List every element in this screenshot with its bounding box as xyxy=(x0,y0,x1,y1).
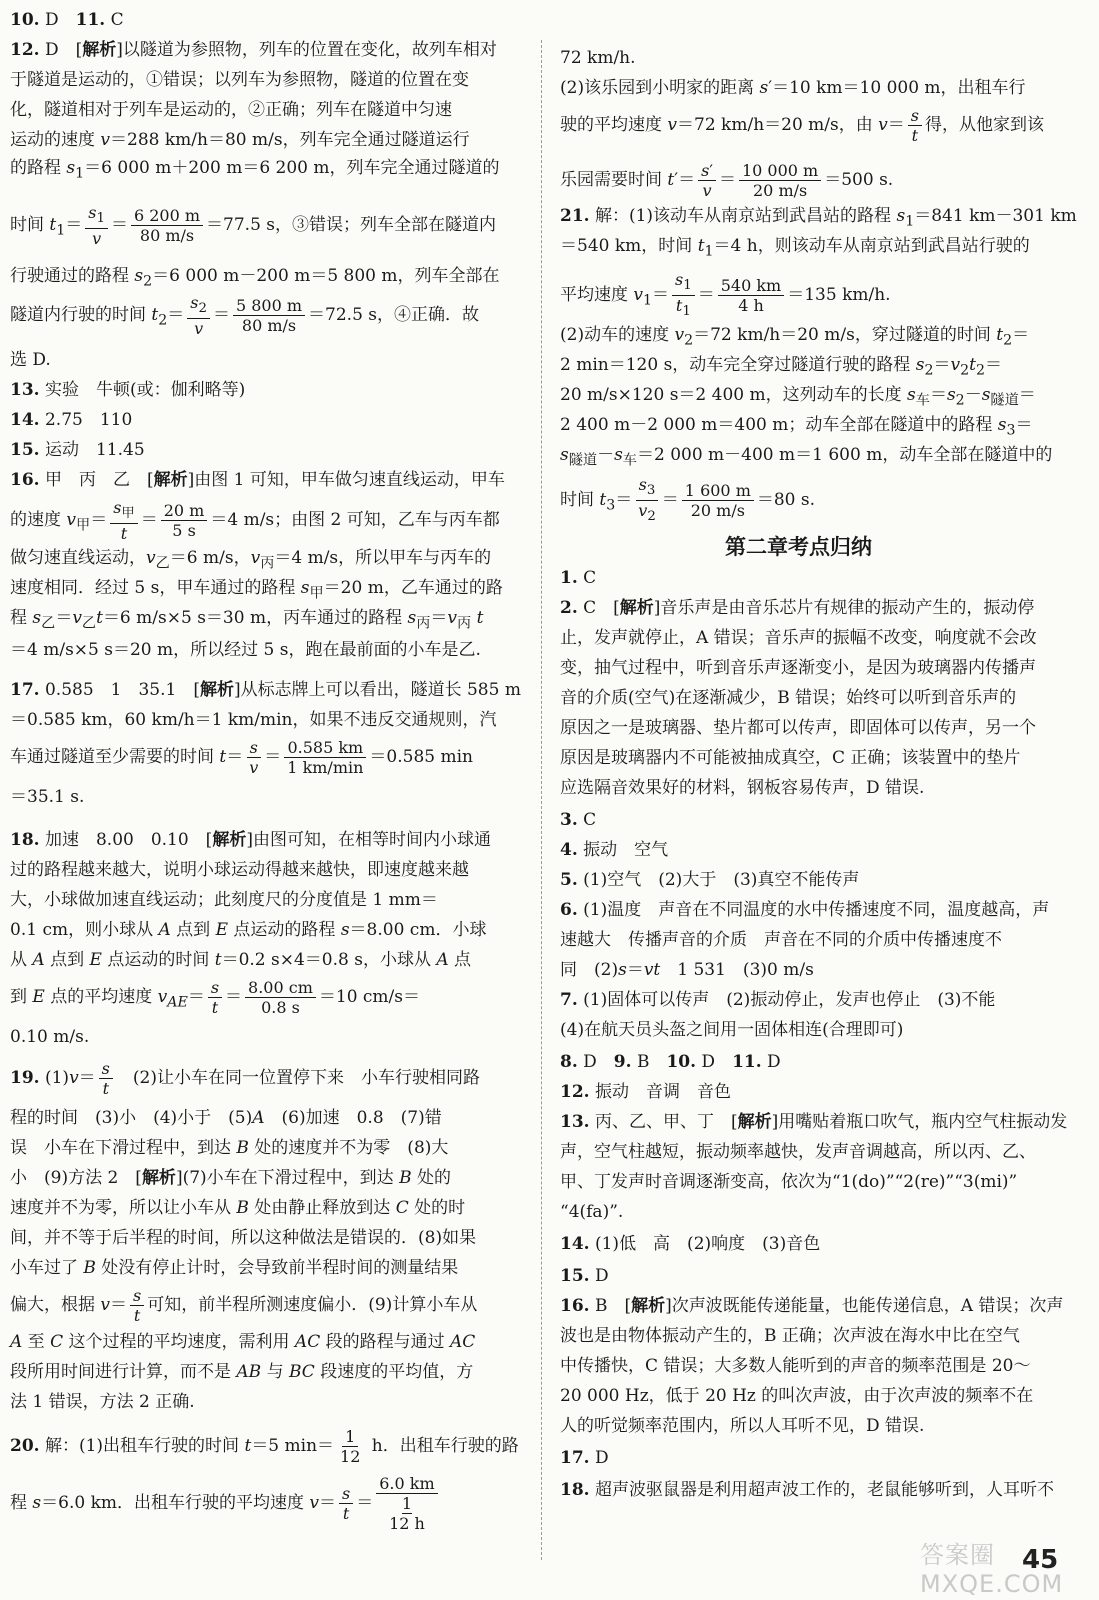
left-text-line: 17. 0.585 1 35.1 [解析]从标志牌上可以看出，隧道长 585 m xyxy=(10,680,521,700)
right-text-line: 14. (1)低 高 (2)响度 (3)音色 xyxy=(560,1234,821,1254)
left-text-line: 13. 实验 牛顿(或：伽利略等) xyxy=(10,380,246,400)
left-text-line: 的路程 $s_1=6$ 000 m＋200 m＝6 200 m，列车完全通过隧道的 xyxy=(10,157,500,181)
right-text-line: 2 min＝120 s，动车完全穿过隧道行驶的路程 $s_2=v_2t_2=$ xyxy=(560,354,1002,378)
right-text-line: 17. D xyxy=(560,1448,609,1468)
chapter-title: 第二章考点归纳 xyxy=(725,535,872,559)
left-text-line: 12. D [解析]以隧道为参照物，列车的位置在变化，故列车相对 xyxy=(10,40,497,60)
right-text-line: 5. (1)空气 (2)大于 (3)真空不能传声 xyxy=(560,870,860,890)
left-text-line: 运动的速度 v＝288 km/h＝80 m/s，列车完全通过隧道运行 xyxy=(10,130,470,150)
left-text-line: 程 s＝6.0 km．出租车行驶的平均速度 v＝ $\frac{s}{t}$ ＝ 6.0 km 1 12 h xyxy=(10,1474,441,1533)
right-text-line: 72 km/h. xyxy=(560,48,636,68)
left-text-line: ＝35.1 s. xyxy=(10,787,85,807)
left-text-line: 0.10 m/s. xyxy=(10,1027,90,1047)
column-divider xyxy=(541,40,542,1560)
right-text-line: “4(fa)”. xyxy=(560,1202,624,1222)
left-text-line: 段所用时间进行计算，而不是 AB 与 BC 段速度的平均值，方 xyxy=(10,1362,474,1382)
right-text-line: 2 400 m－2 000 m＝400 m；动车全部在隧道中的路程 $s_3=$ xyxy=(560,414,1033,438)
left-text-line: 小车过了 B 处没有停止计时，会导致前半程时间的测量结果 xyxy=(10,1258,459,1278)
left-text-line: 间，并不等于后半程的时间，所以这种做法是错误的．(8)如果 xyxy=(10,1228,477,1248)
right-text-line: 平均速度 $v_1=$ $\frac{s_1}{t_1}$ ＝ $\frac{540 km}{4 h}$ ＝135 km/h. xyxy=(560,269,891,319)
right-text-line: 7. (1)固体可以传声 (2)振动停止，发声也停止 (3)不能 xyxy=(560,990,996,1010)
right-text-line: 中传播快，C 错误；大多数人能听到的声音的频率范围是 20～ xyxy=(560,1356,1031,1376)
right-text-line: 8. D 9. B 10. D 11. D xyxy=(560,1052,781,1072)
right-text-line: 音的介质(空气)在逐渐减少，B 错误；始终可以听到音乐声的 xyxy=(560,688,1017,708)
left-text-line: 程的时间 (3)小 (4)小于 (5)A (6)加速 0.8 (7)错 xyxy=(10,1108,442,1128)
right-text-line: 止，发声就停止，A 错误；音乐声的振幅不改变，响度就不会改 xyxy=(560,628,1037,648)
left-text-line: ＝4 m/s×5 s＝20 m，所以经过 5 s，跑在最前面的小车是乙. xyxy=(10,640,481,660)
right-text-line: 变，抽气过程中，听到音乐声逐渐变小，是因为玻璃器内传播声 xyxy=(560,658,1036,678)
watermark: 答案圈 MXQE.COM xyxy=(920,1541,1064,1598)
left-text-line: 行驶通过的路程 $s_2=6$ 000 m－200 m＝5 800 m，列车全部在 xyxy=(10,265,500,289)
left-text-line: 15. 运动 11.45 xyxy=(10,440,145,460)
right-text-line: 3. C xyxy=(560,810,597,830)
right-text-line: 同 (2)s＝vt 1 531 (3)0 m/s xyxy=(560,960,814,980)
right-text-line: 4. 振动 空气 xyxy=(560,840,669,860)
left-text-line: 16. 甲 丙 乙 [解析]由图 1 可知，甲车做匀速直线运动，甲车 xyxy=(10,470,505,490)
right-text-line: (2)动车的速度 $v_2=72$ km/h＝20 m/s，穿过隧道的时间 $t_2=$ xyxy=(560,324,1030,348)
right-text-line: 声，空气柱越短，振动频率越快，发声音调越高，所以丙、乙、 xyxy=(560,1142,1036,1162)
right-text-line: 波也是由物体振动产生的，B 正确；次声波在海水中比在空气 xyxy=(560,1326,1020,1346)
left-text-line: 0.1 cm，则小球从 A 点到 E 点运动的路程 s＝8.00 cm．小球 xyxy=(10,920,487,940)
right-text-line: 1. C xyxy=(560,568,597,588)
left-text-line: 10. D 11. C xyxy=(10,10,124,30)
left-text-line: 18. 加速 8.00 0.10 [解析]由图可知，在相等时间内小球通 xyxy=(10,830,491,850)
left-text-line: 选 D. xyxy=(10,350,51,370)
right-text-line: 速越大 传播声音的介质 声音在不同的介质中传播速度不 xyxy=(560,930,1002,950)
left-text-line: 从 A 点到 E 点运动的时间 t＝0.2 s×4＝0.8 s，小球从 A 点 xyxy=(10,950,472,970)
right-text-line: 20 m/s×120 s＝2 400 m，这列动车的长度 $s_车=s_2-s_{隧道}=$ xyxy=(560,384,1036,408)
right-text-line: ＝540 km，时间 $t_1=4$ h，则该动车从南京站到武昌站行驶的 xyxy=(560,235,1030,259)
right-text-line: 2. C [解析]音乐声是由音乐芯片有规律的振动产生的，振动停 xyxy=(560,598,1035,618)
right-text-line: 20 000 Hz，低于 20 Hz 的叫次声波，由于次声波的频率不在 xyxy=(560,1386,1034,1406)
left-text-line: 速度相同．经过 5 s，甲车通过的路程 $s_甲=20$ m，乙车通过的路 xyxy=(10,577,503,601)
right-text-line: 驶的平均速度 v＝72 km/h＝20 m/s，由 v＝ $\frac{s}{t}$ 得，从他家到该 xyxy=(560,105,1044,145)
left-text-line: 速度并不为零，所以让小车从 B 处由静止释放到达 C 处的时 xyxy=(10,1198,466,1218)
right-text-line: 12. 振动 音调 音色 xyxy=(560,1082,731,1102)
right-text-line: 18. 超声波驱鼠器是利用超声波工作的，老鼠能够听到，人耳听不 xyxy=(560,1480,1054,1500)
left-text-line: 19. (1)v＝ $\frac{s}{t}$ (2)让小车在同一位置停下来 小车行驶相同路 xyxy=(10,1058,480,1098)
left-text-line: 隧道内行驶的时间 $t_2=$ $\frac{s_2}{v}$ ＝ $\frac{5 800 m}{80 m/s}$ ＝72.5 s，④正确．故 xyxy=(10,292,480,338)
left-text-line: 到 E 点的平均速度 $v_{AE}=$ $\frac{s}{t}$ ＝ $\frac{8.00 cm}{0.8 s}$ ＝10 cm/s＝ xyxy=(10,977,421,1017)
right-text-line: 6. (1)温度 声音在不同温度的水中传播速度不同，温度越高，声 xyxy=(560,900,1050,920)
left-text-line: 20. 解：(1)出租车行驶的时间 t＝5 min＝ $\frac{1}{12}$ h．出租车行驶的路 xyxy=(10,1426,519,1466)
right-text-line: (4)在航天员头盔之间用一固体相连(合理即可) xyxy=(560,1020,904,1040)
left-text-line: 于隧道是运动的，①错误；以列车为参照物，隧道的位置在变 xyxy=(10,70,469,90)
left-text-line: 误 小车在下滑过程中，到达 B 处的速度并不为零 (8)大 xyxy=(10,1138,449,1158)
right-text-line: 应选隔音效果好的材料，钢板容易传声，D 错误. xyxy=(560,778,925,798)
left-text-line: 程 $s_乙=v_乙t=6$ m/s×5 s＝30 m，丙车通过的路程 $s_丙=v_丙$ t xyxy=(10,607,484,631)
right-text-line: 21. 解：(1)该动车从南京站到武昌站的路程 $s_1=841$ km－301 km xyxy=(560,205,1077,229)
right-text-line: (2)该乐园到小明家的距离 s′＝10 km＝10 000 m，出租车行 xyxy=(560,78,1026,98)
right-text-line: 16. B [解析]次声波既能传递能量，也能传递信息，A 错误；次声 xyxy=(560,1296,1064,1316)
left-text-line: 化，隧道相对于列车是运动的，②正确；列车在隧道中匀速 xyxy=(10,100,452,120)
right-text-line: 甲、丁发声时音调逐渐变高，依次为“1(do)”“2(re)”“3(mi)” xyxy=(560,1172,1018,1192)
page-number: 45 xyxy=(1022,1545,1059,1575)
right-text-line: $s_{隧道}-s_车=2$ 000 m－400 m＝1 600 m，动车全部在隧道中的 xyxy=(560,444,1053,468)
left-text-line: 做匀速直线运动，$v_乙=6$ m/s，$v_丙=4$ m/s，所以甲车与丙车的 xyxy=(10,547,492,571)
left-text-line: A 至 C 这个过程的平均速度，需利用 AC 段的路程与通过 AC xyxy=(10,1332,476,1352)
left-text-line: 车通过隧道至少需要的时间 t＝ $\frac{s}{v}$ ＝ 0.585 km 1 km/min ＝0.585 min xyxy=(10,737,473,777)
left-text-line: 14. 2.75 110 xyxy=(10,410,133,430)
left-text-line: 小 (9)方法 2 [解析](7)小车在下滑过程中，到达 B 处的 xyxy=(10,1168,451,1188)
left-text-line: 偏大，根据 v＝ $\frac{s}{t}$ 可知，前半程所测速度偏小．(9)计算小车从 xyxy=(10,1285,478,1325)
left-text-line: 的速度 $v_甲=$ $s_甲$ t ＝ $\frac{20 m}{5 s}$ ＝4 m/s；由图 2 可知，乙车与丙车都 xyxy=(10,497,500,543)
right-text-line: 时间 $t_3=$ $\frac{s_3}{v_2}$ ＝ $\frac{1 600 m}{20 m/s}$ ＝80 s. xyxy=(560,474,816,524)
right-text-line: 人的听觉频率范围内，所以人耳听不见，D 错误. xyxy=(560,1416,925,1436)
right-text-line: 乐园需要时间 t′＝ $\frac{s'}{v}$ ＝ $\frac{10 000 m}{20 m/s}$ ＝500 s. xyxy=(560,160,894,200)
left-text-line: 大，小球做加速直线运动；此刻度尺的分度值是 1 mm＝ xyxy=(10,890,438,910)
left-text-line: 法 1 错误，方法 2 正确. xyxy=(10,1392,195,1412)
left-text-line: ＝0.585 km，60 km/h＝1 km/min，如果不违反交通规则，汽 xyxy=(10,710,497,730)
right-text-line: 15. D xyxy=(560,1266,609,1286)
left-text-line: 过的路程越来越大，说明小球运动得越来越快，即速度越来越 xyxy=(10,860,469,880)
left-text-line: 时间 $t_1=$ $\frac{s_1}{v}$ ＝ $\frac{6 200 m}{80 m/s}$ ＝77.5 s，③错误；列车全部在隧道内 xyxy=(10,202,497,248)
right-text-line: 原因之一是玻璃器、垫片都可以传声，即固体可以传声，另一个 xyxy=(560,718,1036,738)
right-text-line: 原因是玻璃器内不可能被抽成真空，C 正确；该装置中的垫片 xyxy=(560,748,1021,768)
right-text-line: 13. 丙、乙、甲、丁 [解析]用嘴贴着瓶口吹气，瓶内空气柱振动发 xyxy=(560,1112,1068,1132)
